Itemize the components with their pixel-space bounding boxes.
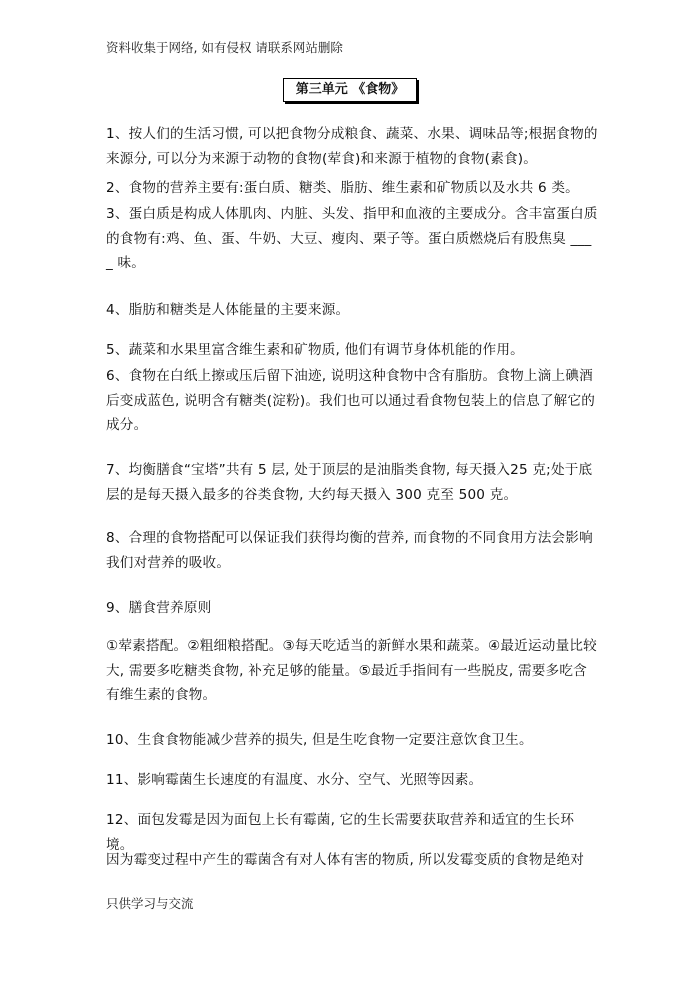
paragraph-4: 4、脂肪和糖类是人体能量的主要来源。 <box>106 302 350 318</box>
paragraph-8: 8、合理的食物搭配可以保证我们获得均衡的营养, 而食物的不同食用方法会影响我们对营养的吸收。 <box>106 530 593 571</box>
paragraph-9: 9、膳食营养原则 <box>106 600 212 616</box>
footer-note: 只供学习与交流 <box>106 896 194 911</box>
unit-title: 第三单元 《食物》 <box>283 78 417 102</box>
paragraph-1: 1、按人们的生活习惯, 可以把食物分成粮食、蔬菜、水果、调味品等;根据食物的来源分, 可以分为来源于动物的食物(荤食)和来源于植物的食物(素食)。 <box>106 126 598 167</box>
paragraph-12-continued: 因为霉变过程中产生的霉菌含有对人体有害的物质, 所以发霉变质的食物是绝对 <box>106 852 585 868</box>
paragraph-6: 6、食物在白纸上擦或压后留下油迹, 说明这种食物中含有脂肪。食物上滴上碘酒后变成蓝色, 说明含有糖类(淀粉)。我们也可以通过看食物包装上的信息了解它的成分。 <box>106 368 596 433</box>
paragraph-7: 7、均衡膳食“宝塔”共有 5 层, 处于顶层的是油脂类食物, 每天摄入25 克;处于底层的是每天摄入最多的谷类食物, 大约每天摄入 300 克至 500 克。 <box>106 462 593 503</box>
paragraph-11: 11、影响霉菌生长速度的有温度、水分、空气、光照等因素。 <box>106 772 483 788</box>
paragraph-12: 12、面包发霉是因为面包上长有霉菌, 它的生长需要获取营养和适宜的生长环境。 <box>106 812 575 853</box>
paragraph-5: 5、蔬菜和水果里富含维生素和矿物质, 他们有调节身体机能的作用。 <box>106 342 524 358</box>
paragraph-9-principles: ①荤素搭配。②粗细粮搭配。③每天吃适当的新鲜水果和蔬菜。④最近运动量比较大, 需要多吃糖类食物, 补充足够的能量。⑤最近手指间有一些脱皮, 需要多吃含有维生素的食物。 <box>106 638 597 703</box>
paragraph-3: 3、蛋白质是构成人体肌肉、内脏、头发、指甲和血液的主要成分。含丰富蛋白质的食物有:鸡、鱼、蛋、牛奶、大豆、瘦肉、栗子等。蛋白质燃烧后有股焦臭 ____ 味。 <box>106 206 598 271</box>
paragraph-10: 10、生食食物能减少营养的损失, 但是生吃食物一定要注意饮食卫生。 <box>106 732 533 748</box>
paragraph-2: 2、食物的营养主要有:蛋白质、糖类、脂肪、维生素和矿物质以及水共 6 类。 <box>106 180 579 196</box>
header-note: 资料收集于网络, 如有侵权 请联系网站删除 <box>106 40 343 55</box>
